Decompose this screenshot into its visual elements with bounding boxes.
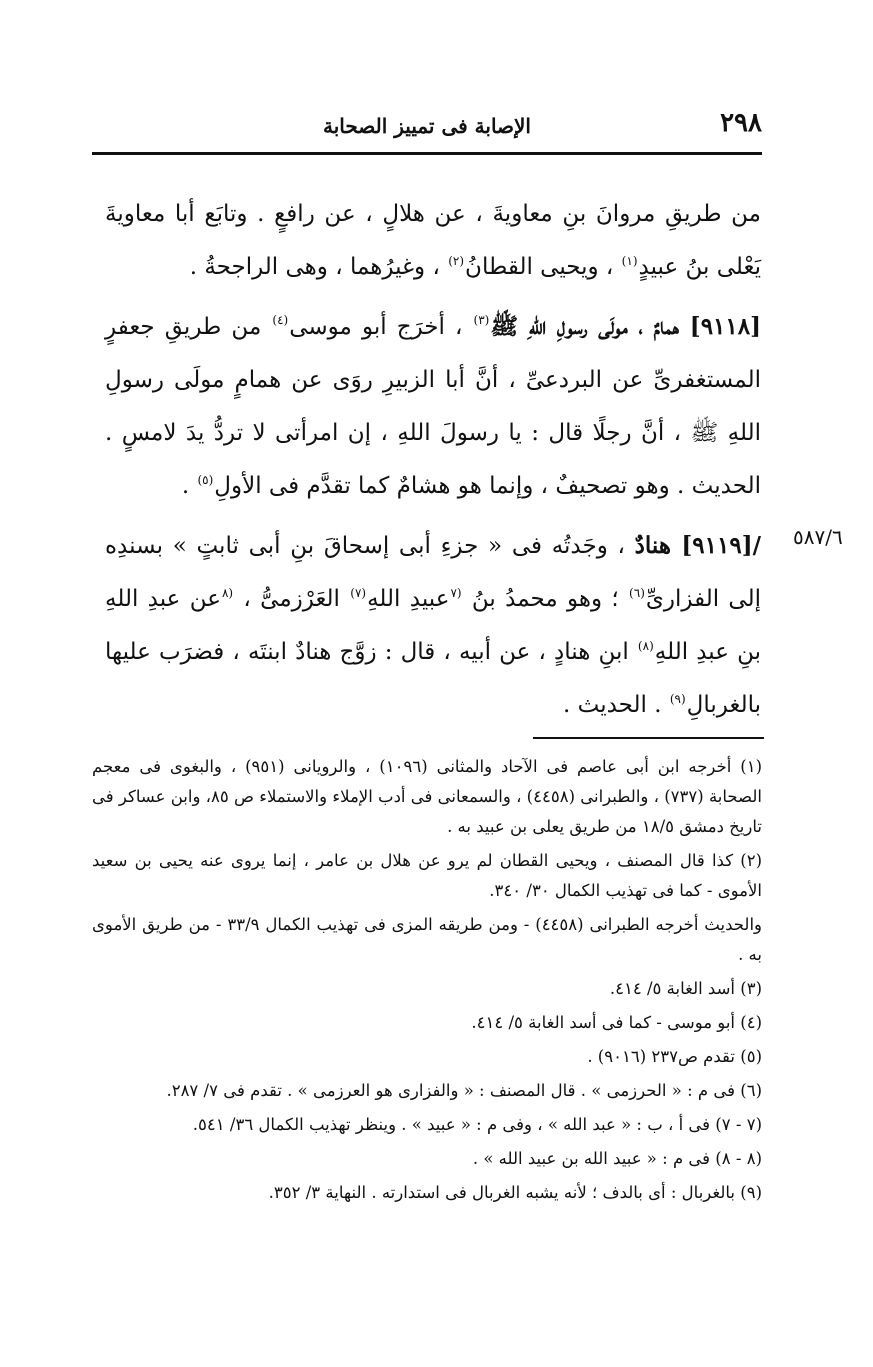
footnote-ref: (٨ bbox=[221, 586, 234, 600]
footnotes bbox=[92, 752, 762, 1212]
paragraph-1 bbox=[105, 188, 761, 294]
footnote-ref: (٣) bbox=[473, 313, 490, 327]
entry-9118 bbox=[105, 300, 761, 513]
footnote-ref: (٢) bbox=[448, 254, 465, 268]
text: من طريقِ جعفرٍ المستغفرىِّ عن البردعىِّ ، أنَّ أبا الزبيرِ روَى عن همامٍ مولَى رسولِ اللهِ ﷺ ، أنَّ رجلًا قال : يا رسولَ اللهِ ، إن امرأتى لا تردُّ يدَ لامسٍ . الحديث . وهو تصحيفٌ ، وإنما هو هشامٌ كما تقدَّم فى الأولِ bbox=[105, 314, 761, 499]
text: ، وغيرُهما ، وهى الراجحةُ . bbox=[189, 254, 448, 280]
footnote-2-continuation: والحديث أخرجه الطبرانى (٤٤٥٨) - ومن طريقه المزى فى تهذيب الكمال ٣٣/٩ - من طريق الأموى به . bbox=[92, 915, 762, 964]
footnote-ref: (٦) bbox=[629, 586, 645, 600]
footnote-7: (٧ - ٧) فى أ ، ب : « عبد الله » ، وفى م : « عبيد » . وينظر تهذيب الكمال ٣٦/ ٥٤١. bbox=[192, 1115, 762, 1134]
footnote-8: (٨ - ٨) فى م : « عبيد الله بن عبيد الله » . bbox=[472, 1149, 762, 1168]
page-header bbox=[92, 108, 762, 152]
page-number: ٢٩٨ bbox=[720, 108, 762, 138]
text: عن عبدِ اللهِ بنِ عبدِ اللهِ bbox=[105, 586, 761, 665]
text: ؛ وهو محمدُ بنُ bbox=[462, 586, 629, 612]
footnote-ref: (٨) bbox=[637, 639, 654, 653]
entry-heading: [٩١١٨] همامٌ ، مولَى رسولِ اللهِ ﷺ bbox=[490, 313, 761, 340]
footnote-4: (٤) أبو موسى - كما فى أسد الغابة ٥/ ٤١٤. bbox=[471, 1013, 762, 1032]
footnote-2: (٢) كذا قال المصنف ، ويحيى القطان لم يرو عن هلال بن عامر ، إنما يروى عنه يحيى بن سعيد الأموى - كما فى تهذيب الكمال ٣٠/ ٣٤٠. bbox=[92, 851, 762, 900]
footnote-ref: (٥) bbox=[197, 473, 214, 487]
header-rule bbox=[92, 152, 762, 155]
footnote-9: (٩) بالغربال : أى بالدف ؛ لأنه يشبه الغربال فى استدارته . النهاية ٣/ ٣٥٢. bbox=[268, 1183, 762, 1202]
footnote-ref: (٧ bbox=[450, 586, 462, 600]
entry-heading: /[٩١١٩] هنادٌ bbox=[634, 532, 761, 559]
text: . الحديث . bbox=[562, 692, 669, 718]
footnote-ref: (٧) bbox=[350, 586, 367, 600]
text: من طريقِ مروانَ بنِ معاويةَ ، عن هلالٍ ، عن رافعٍ . وتابَع أبا معاويةَ يَعْلى بنُ عبيدٍ bbox=[105, 201, 761, 280]
footnote-3: (٣) أسد الغابة ٥/ ٤١٤. bbox=[609, 979, 762, 998]
footnote-ref: (٤) bbox=[272, 313, 289, 327]
footnote-ref: (٩) bbox=[669, 692, 686, 706]
main-text bbox=[105, 188, 761, 732]
entry-9119 bbox=[105, 519, 761, 732]
text: ابنِ هنادٍ ، عن أبيه ، قال : زوَّج هنادٌ ابنتَه ، فضرَب عليها بالغربالِ bbox=[105, 639, 761, 718]
footnote-ref: (١) bbox=[621, 254, 638, 268]
footnote-5: (٥) تقدم ص٢٣٧ (٩٠١٦) . bbox=[587, 1047, 762, 1066]
footnote-1: (١) أخرجه ابن أبى عاصم فى الآحاد والمثانى (١٠٩٦) ، والرويانى (٩٥١) ، والبغوى فى معجم الصحابة (٧٣٧) ، والطبرانى (٤٤٥٨) ، والسمعانى فى أدب الإملاء والاستملاء ص ٨٥، وابن عساكر فى تاريخ دمشق ١٨/٥ من طريق يعلى بن عبيد به . bbox=[92, 757, 762, 836]
footnote-6: (٦) فى م : « الحرزمى » . قال المصنف : « والفزارى هو العرزمى » . تقدم فى ٧/ ٢٨٧. bbox=[166, 1081, 762, 1100]
running-title: الإصابة فى تمييز الصحابة bbox=[323, 114, 531, 138]
text: . bbox=[181, 473, 197, 499]
text: ، ويحيى القطانُ bbox=[465, 254, 621, 280]
text: العَرْزمىُّ ، bbox=[234, 586, 350, 612]
text: ، أخرَج أبو موسى bbox=[289, 314, 473, 340]
text: عبيدِ اللهِ bbox=[367, 586, 450, 612]
margin-note: ٥٨٧/٦ bbox=[793, 525, 843, 549]
text: ، وجَدتُه فى « جزءِ أبى إسحاقَ بنِ أبى ثابتٍ » بسندِه إلى الفزارىِّ bbox=[105, 533, 761, 612]
footnote-rule bbox=[533, 737, 764, 739]
